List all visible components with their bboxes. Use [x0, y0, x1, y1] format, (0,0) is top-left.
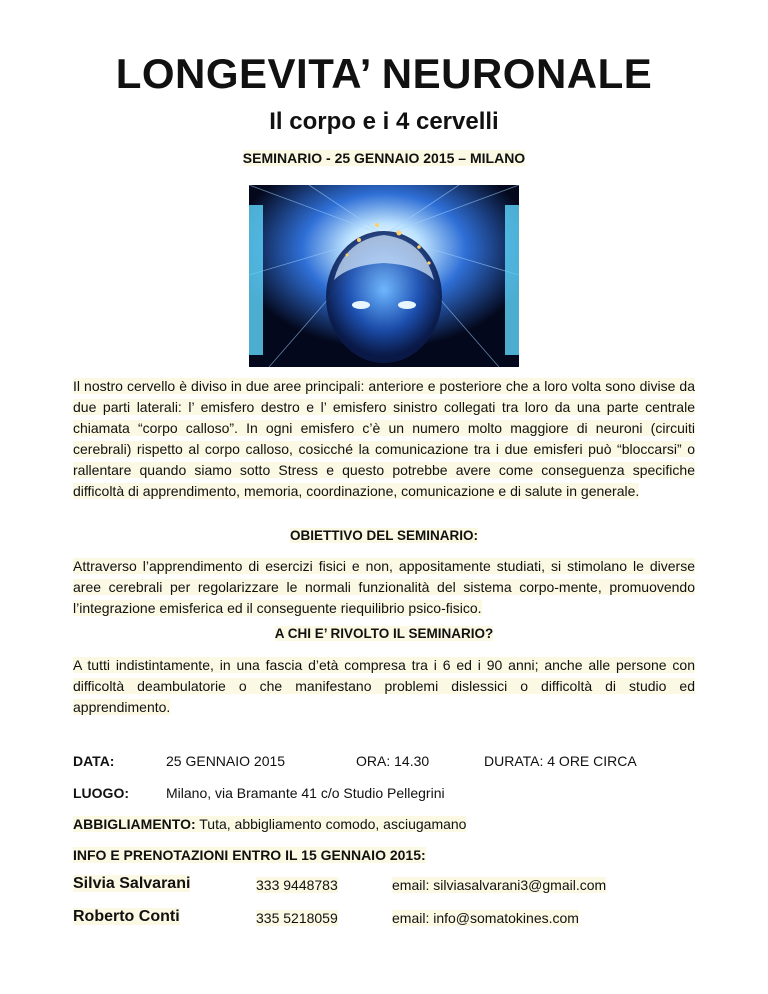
- date-label: DATA:: [73, 753, 115, 769]
- date-value: 25 GENNAIO 2015: [166, 753, 286, 769]
- clothing-value: Tuta, abbigliamento comodo, asciugamano: [199, 816, 467, 832]
- objective-heading: OBIETTIVO DEL SEMINARIO:: [289, 528, 478, 543]
- contact-name: Roberto Conti: [73, 908, 180, 925]
- seminar-date-line: SEMINARIO - 25 GENNAIO 2015 – MILANO: [242, 150, 526, 166]
- time-value: ORA: 14.30: [356, 753, 430, 769]
- info-heading: INFO E PRENOTAZIONI ENTRO IL 15 GENNAIO 2015:: [73, 847, 426, 863]
- contact-email: email: info@somatokines.com: [392, 910, 579, 926]
- objective-paragraph: Attraverso l’apprendimento di esercizi fisici e non, appositamente studiati, si stimolano le diverse aree cerebrali per regolarizzare le normali funzionalità del sistema corpo-mente, promuovendo l’integrazione emisferica ed il conseguente riequilibrio psico-fisico.: [73, 558, 695, 616]
- page-subtitle: Il corpo e i 4 cervelli: [269, 108, 499, 135]
- place-label: LUOGO:: [73, 785, 129, 801]
- brain-illustration: [249, 185, 519, 367]
- contact-name: Silvia Salvarani: [73, 875, 191, 892]
- contact-email: email: silviasalvarani3@gmail.com: [392, 877, 607, 893]
- contact-phone: 335 5218059: [256, 910, 338, 926]
- page-title: LONGEVITA’ NEURONALE: [115, 50, 653, 97]
- contact-phone: 333 9448783: [256, 877, 338, 893]
- clothing-label: ABBIGLIAMENTO:: [73, 816, 196, 832]
- audience-paragraph: A tutti indistintamente, in una fascia d’età compresa tra i 6 ed i 90 anni; anche alle persone con difficoltà deambulatorie o che manifestano problemi dislessici o difficoltà di studio ed apprendimento.: [73, 657, 695, 715]
- place-value: Milano, via Bramante 41 c/o Studio Pellegrini: [166, 785, 445, 801]
- audience-heading: A CHI E’ RIVOLTO IL SEMINARIO?: [274, 626, 494, 641]
- clothing-line: [73, 816, 466, 832]
- duration-value: DURATA: 4 ORE CIRCA: [484, 753, 637, 769]
- intro-paragraph: Il nostro cervello è diviso in due aree principali: anteriore e posteriore che a loro volta sono divise da due parti laterali: l’ emisfero destro e l’ emisfero sinistro collegati tra loro da una parte centrale chiamata “corpo calloso”. In ogni emisfero c’è un numero molto maggiore di neuroni (circuiti cerebrali) rispetto al corpo calloso, cosicché la comunicazione tra i due emisferi può “bloccarsi” o rallentare quando siamo sotto Stress e questo potrebbe avere come conseguenza specifiche difficoltà di apprendimento, memoria, coordinazione, comunicazione e di salute in generale.: [73, 378, 695, 499]
